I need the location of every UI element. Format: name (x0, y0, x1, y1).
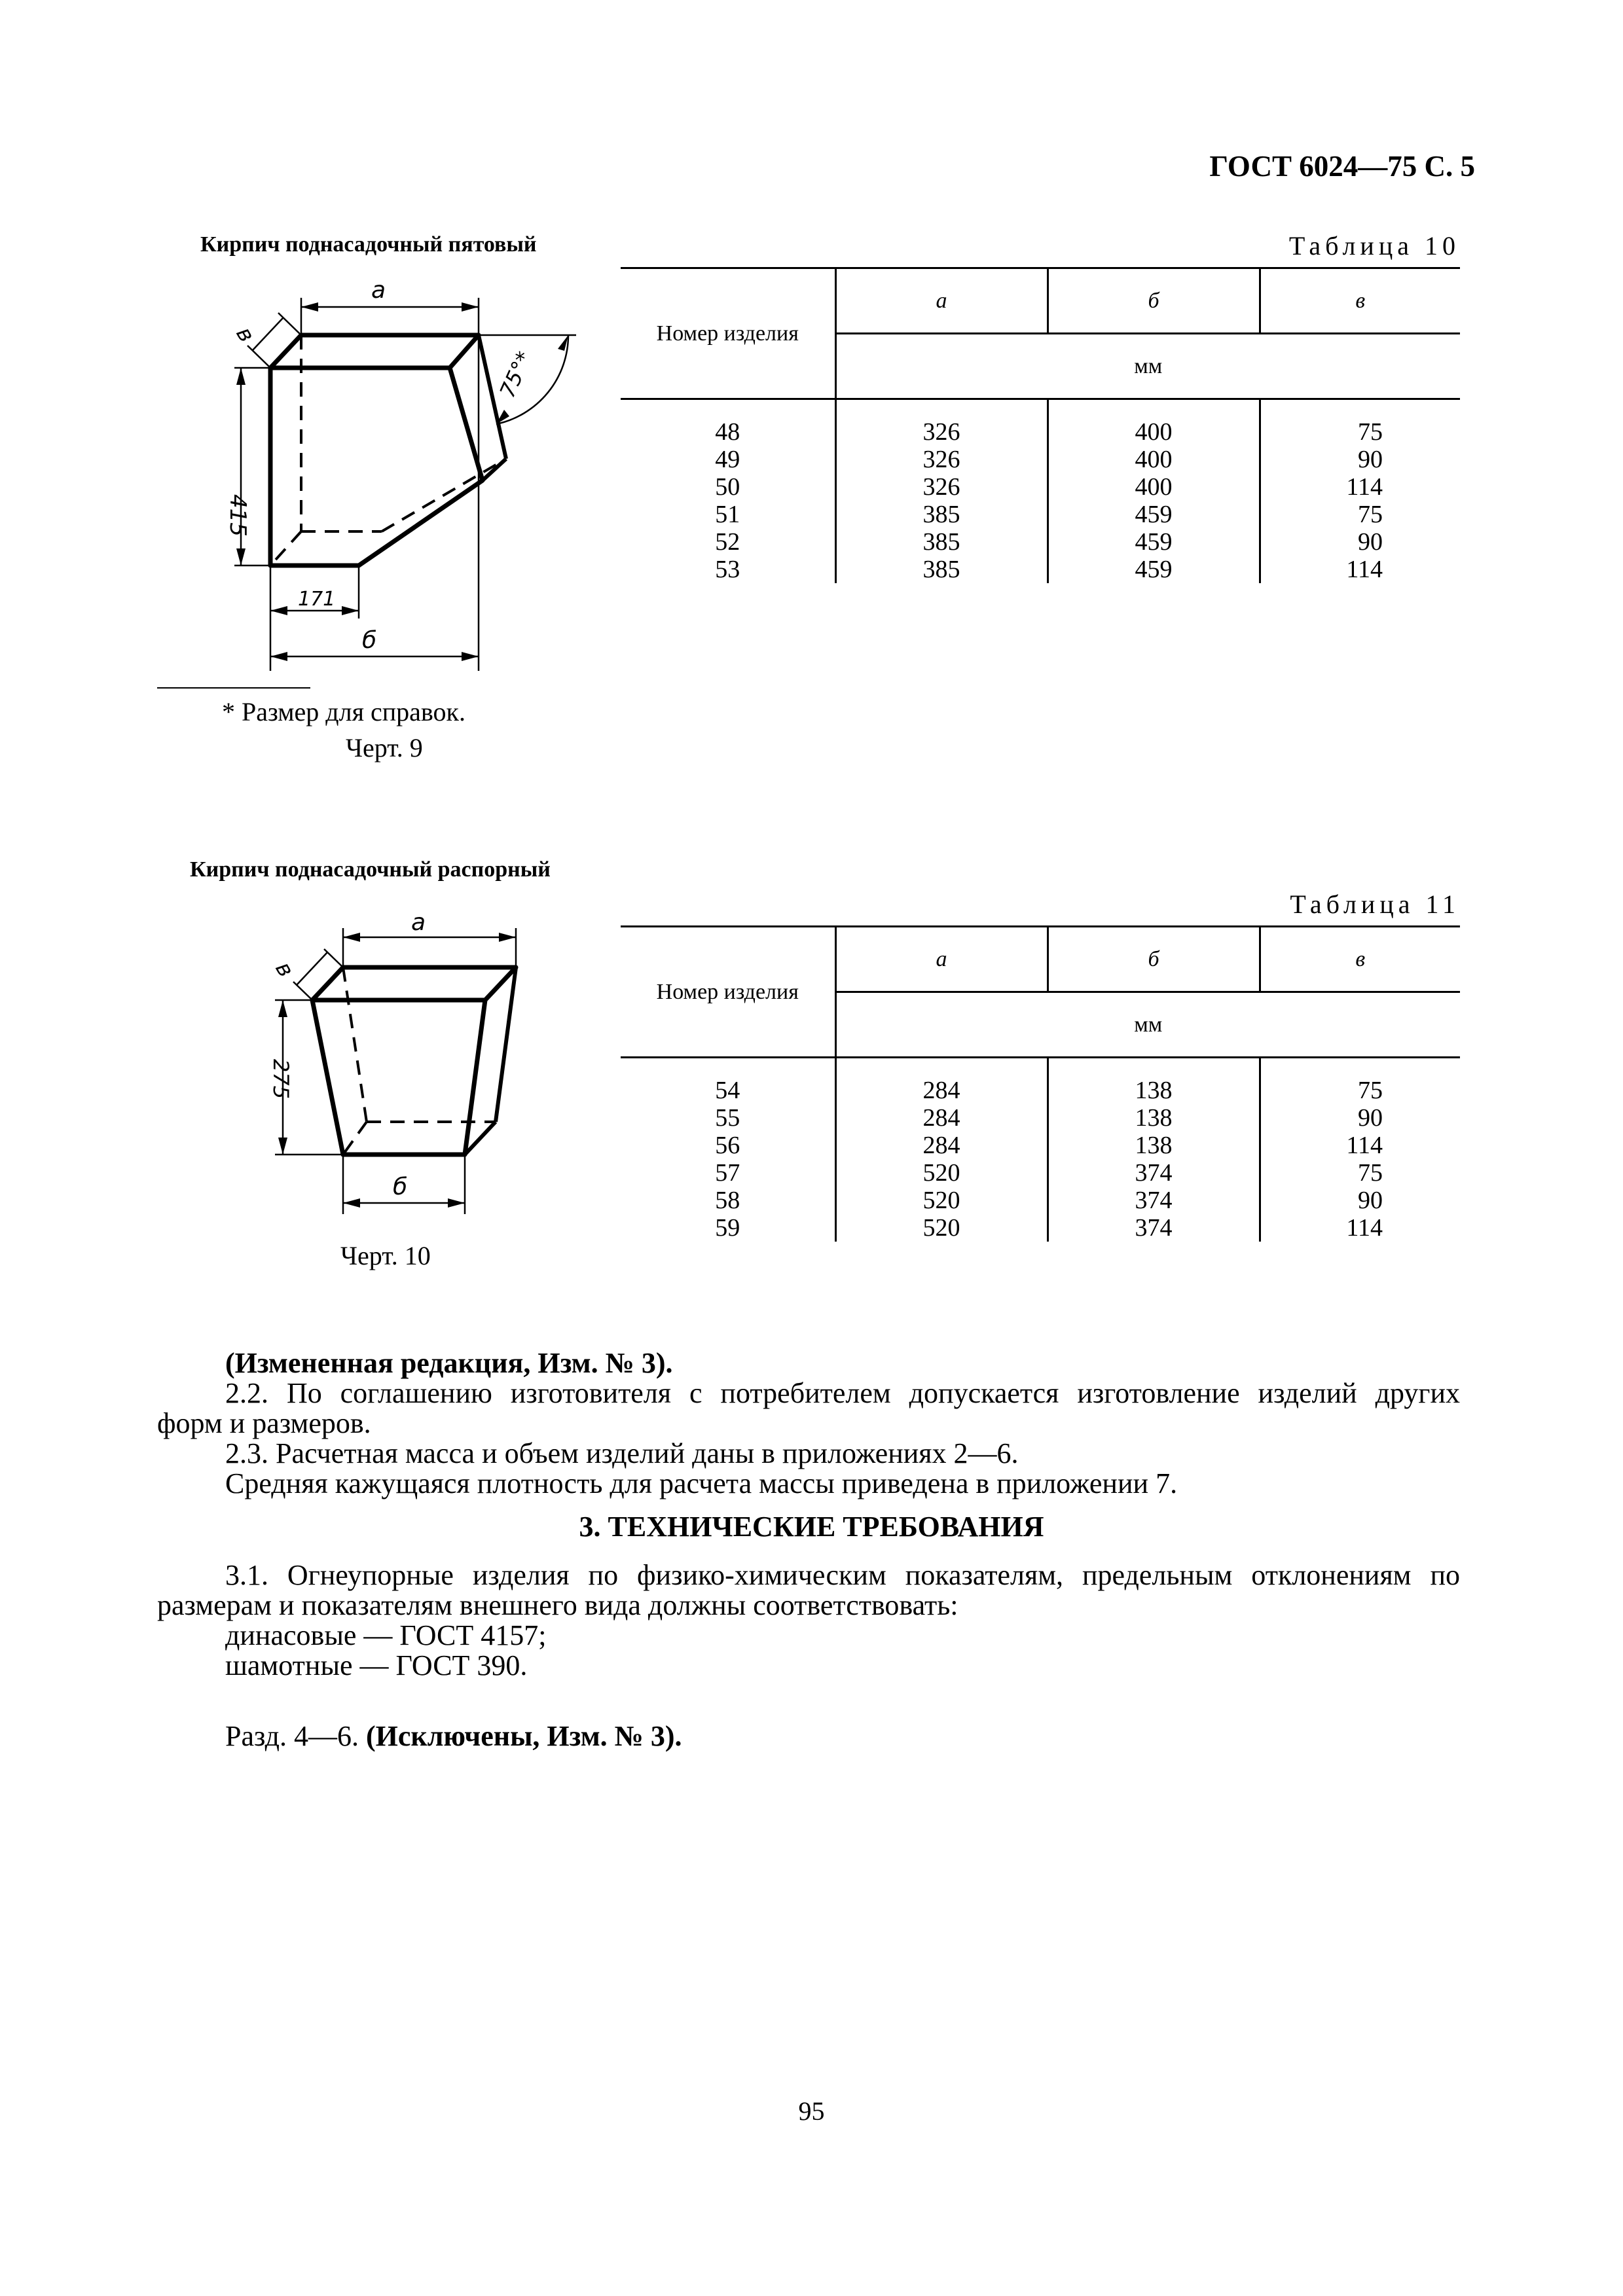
sections-4-6-excluded: (Исключены, Изм. № 3). (365, 1720, 682, 1752)
paragraph-2-2-line2: форм и размеров. (157, 1407, 371, 1439)
fig10-dim-a: a (411, 909, 426, 936)
table10-header-a: а (835, 268, 1048, 334)
table-row: 50 326 400 114 (621, 473, 1460, 501)
table-row: 57 520 374 75 (621, 1159, 1460, 1187)
fig9-dim-a: a (371, 277, 386, 304)
fig9-dim-415: 415 (225, 494, 251, 537)
table11-header-a: а (835, 927, 1048, 992)
fig9-dim-angle: 75°* (494, 348, 537, 402)
figure9-title: Кирпич поднасадочный пятовый (200, 232, 537, 257)
table11-header-number: Номер изделия (621, 927, 835, 1058)
table-row: 58 520 374 90 (621, 1187, 1460, 1214)
paragraph-3-1-line2: размерам и показателям внешнего вида должны соответствовать: (157, 1589, 958, 1621)
table11-caption: Таблица 11 (1290, 889, 1460, 919)
figure10-caption: Черт. 10 (340, 1241, 431, 1270)
table11-unit: мм (835, 992, 1460, 1058)
table-row: 52 385 459 90 (621, 528, 1460, 556)
table-row: 55 284 138 90 (621, 1104, 1460, 1132)
figure9-footnote: * Размер для справок. (222, 697, 465, 726)
table10-header-b: б (1048, 268, 1260, 334)
fig10-dim-275: 275 (268, 1059, 293, 1100)
table-row: 51 385 459 75 (621, 501, 1460, 528)
fig9-dim-171: 171 (298, 588, 336, 611)
table-row: 59 520 374 114 (621, 1214, 1460, 1242)
table-row: 48 326 400 75 (621, 418, 1460, 446)
table10 (621, 267, 1460, 583)
table10-header-v: в (1260, 268, 1460, 334)
paragraph-2-2-line1: 2.2. По соглашению изготовителя с потребителем допускается изготовление изделий других (225, 1377, 1460, 1409)
table11-header-v: в (1260, 927, 1460, 992)
figure10-title: Кирпич поднасадочный распорный (190, 857, 551, 882)
fig9-dim-v: в (230, 322, 260, 347)
page-number: 95 (798, 2096, 825, 2126)
fig9-dim-b: б (362, 627, 377, 654)
figure9-caption: Черт. 9 (346, 733, 423, 762)
paragraph-3-1-line4: шамотные — ГОСТ 390. (225, 1649, 528, 1681)
paragraph-2-3-density: Средняя кажущаяся плотность для расчета массы приведена в приложении 7. (225, 1467, 1178, 1499)
table-row: 56 284 138 114 (621, 1132, 1460, 1159)
table11 (621, 925, 1460, 1242)
paragraph-3-1-line1: 3.1. Огнеупорные изделия по физико-химическим показателям, предельным отклонениям по (225, 1559, 1460, 1591)
table-row: 53 385 459 114 (621, 556, 1460, 583)
footnote-rule (157, 687, 310, 689)
section-3-heading: 3. ТЕХНИЧЕСКИЕ ТРЕБОВАНИЯ (579, 1511, 1044, 1543)
table10-caption: Таблица 10 (1288, 231, 1460, 260)
figure9-drawing (196, 268, 589, 694)
table-row: 54 284 138 75 (621, 1077, 1460, 1104)
table-row: 49 326 400 90 (621, 446, 1460, 473)
table10-unit: мм (835, 334, 1460, 399)
table10-header-number: Номер изделия (621, 268, 835, 399)
page-header: ГОСТ 6024—75 С. 5 (1209, 150, 1475, 183)
fig10-dim-v: в (270, 957, 299, 982)
sections-4-6-note (225, 1721, 682, 1751)
figure10-drawing (249, 903, 543, 1230)
paragraph-2-3: 2.3. Расчетная масса и объем изделий даны в приложениях 2—6. (225, 1437, 1019, 1469)
table11-header-b: б (1048, 927, 1260, 992)
fig10-dim-b: б (393, 1174, 408, 1200)
paragraph-3-1-line3: динасовые — ГОСТ 4157; (225, 1619, 547, 1651)
amendment-note: (Измененная редакция, Изм. № 3). (225, 1347, 673, 1379)
sections-4-6-label: Разд. 4—6. (225, 1720, 366, 1752)
